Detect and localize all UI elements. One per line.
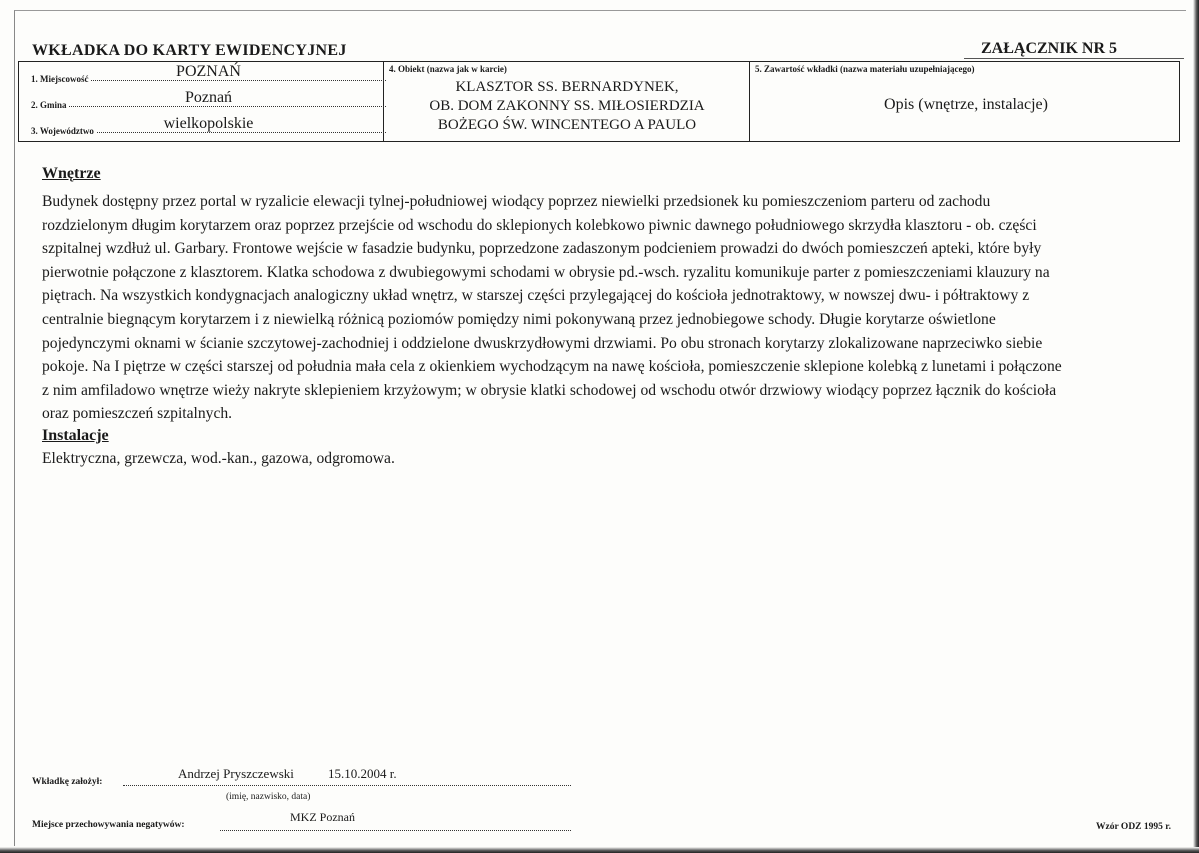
- text-line: z nim amfiladowo wnętrze wieży nakryte sklepieniem krzyżowym; w obrysie klatki schodowej od wschodu otwór drzwiowy wiodący poprzez łącznik do kościoła: [42, 381, 1057, 399]
- commune-label: 2. Gmina: [31, 100, 67, 110]
- storage-value: MKZ Poznań: [290, 810, 355, 824]
- commune-row: [31, 90, 386, 110]
- author-hint: (imię, nazwisko, data): [226, 792, 311, 802]
- column-divider: [749, 62, 750, 141]
- commune-value: Poznań: [184, 89, 233, 106]
- text-line: szpitalnej wzdłuż ul. Garbary. Frontowe wejście w fasadzie budynku, poprzedzone zadaszonym podcieniem prowadzi do dwóch pomieszczeń apteki, które były: [42, 240, 1042, 258]
- author-date: 15.10.2004 r.: [328, 766, 397, 781]
- text-line: Budynek dostępny przez portal w ryzalicie elewacji tylnej-południowej wiodący poprzez niewielki przedsionek ku pomieszczeniom parteru od zachodu: [42, 193, 991, 210]
- installations-heading: Instalacje: [42, 427, 109, 444]
- annex-rule: [964, 58, 1184, 59]
- dotted-line: [220, 830, 571, 831]
- scan-edge-bottom: [0, 847, 1199, 853]
- scan-edge-right: [1193, 0, 1199, 853]
- voivodeship-label: 3. Województwo: [31, 126, 94, 136]
- voivodeship-value: wielkopolskie: [163, 115, 254, 132]
- locality-value: POZNAŃ: [176, 63, 241, 80]
- object-line: KLASZTOR SS. BERNARDYNEK,: [455, 79, 679, 95]
- installations-text: Elektryczna, grzewcza, wod.-kan., gazowa, odgromowa.: [42, 450, 395, 467]
- interior-heading: Wnętrze: [42, 165, 101, 182]
- header-table: [18, 61, 1180, 142]
- author-name: Andrzej Pryszczewski: [178, 766, 294, 781]
- object-label: 4. Obiekt (nazwa jak w karcie): [389, 64, 507, 74]
- text-line: pojedynczymi oknami w ścianie szczytowej-zachodniej i oddzielone dwuskrzydłowymi drzwiami. Po obu stronach korytarzy zlokalizowane naprzeciwko siebie: [42, 334, 1043, 352]
- text-line: pokoje. Na I piętrze w części starszej od południa mała cela z okienkiem wychodzącym na nawę kościoła, pomieszczenie sklepione kolebką z lunetami i połączone: [42, 358, 1062, 376]
- text-line: pierwotnie połączone z klasztorem. Klatka schodowa z dwubiegowymi schodami w obrysie pd.-wsch. ryzalitu komunikuje parter z pomieszczeniami klauzury na: [42, 263, 1050, 281]
- dotted-line: [123, 785, 571, 786]
- storage-label: Miejsce przechowywania negatywów:: [32, 820, 185, 830]
- locality-row: [31, 64, 386, 84]
- object-name: [385, 78, 749, 135]
- object-line: BOŻEGO ŚW. WINCENTEGO A PAULO: [437, 117, 697, 133]
- voivodeship-row: [31, 116, 386, 136]
- interior-description: [42, 190, 1152, 426]
- annex-number: ZAŁĄCZNIK NR 5: [980, 40, 1117, 57]
- object-line: OB. DOM ZAKONNY SS. MIŁOSIERDZIA: [429, 98, 705, 114]
- text-line: oraz pomieszczeń szpitalnych.: [42, 405, 233, 423]
- template-note: Wzór ODZ 1995 r.: [1096, 822, 1171, 832]
- text-line: centralnie biegnącym korytarzem i z niewielką różnicą poziomów pomiędzy nimi pokonywaną przez jednobiegowe schody. Długie korytarze oświetlone: [42, 310, 996, 328]
- form-title: WKŁADKA DO KARTY EWIDENCYJNEJ: [32, 42, 347, 59]
- text-line: piętrach. Na wszystkich kondygnacjach analogiczny układ wnętrz, w starszej części przylegającej do kościoła jednotraktowy, w nowszej dwu- i półtraktowy z: [42, 287, 1030, 305]
- content-label: 5. Zawartość wkładki (nazwa materiału uzupełniającego): [755, 64, 975, 74]
- author-label: Wkładkę założył:: [32, 777, 103, 787]
- content-value: Opis (wnętrze, instalacje): [884, 96, 1048, 113]
- locality-label: 1. Miejscowość: [31, 74, 89, 84]
- text-line: rozdzielonym długim korytarzem oraz poprzez przejście od wschodu do sklepionych kolebkowo piwnic dawnego południowego skrzydła klasztoru - ob. części: [42, 216, 1037, 234]
